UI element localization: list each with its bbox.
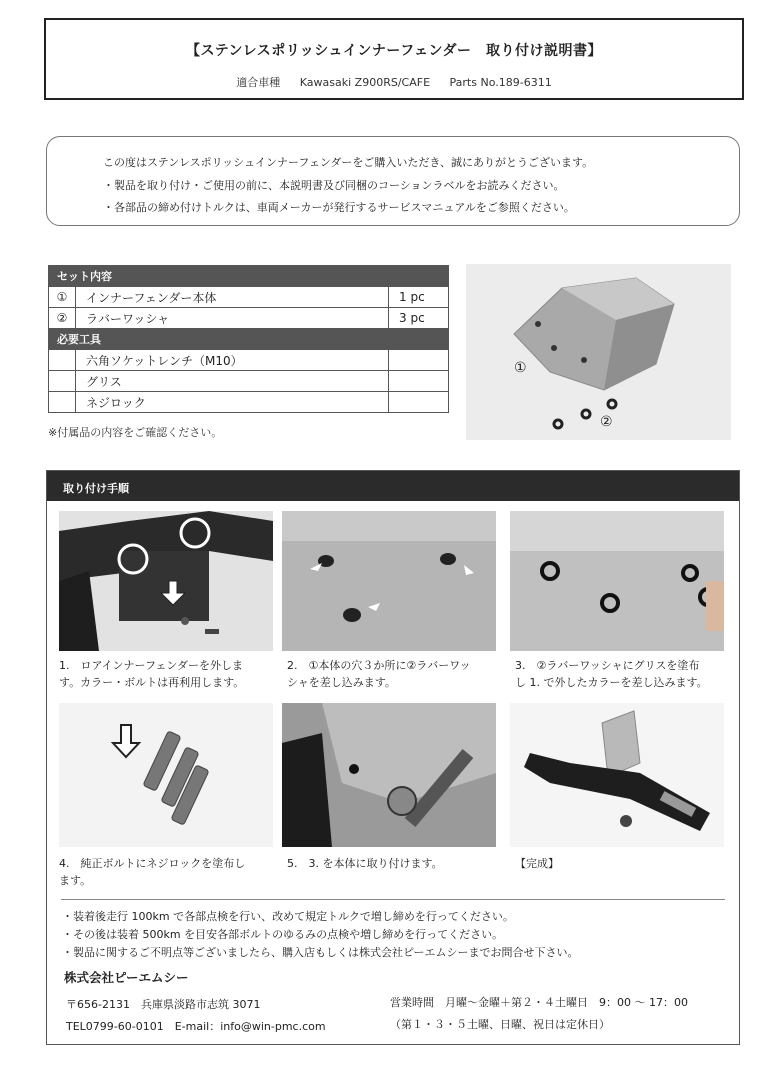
step-5-caption: [287, 855, 443, 872]
notice-line: ・製品を取り付け・ご使用の前に、本説明書及び同梱のコーションラベルをお読みください。: [103, 179, 565, 192]
step-1-caption: [59, 657, 244, 691]
table-row: [49, 287, 449, 308]
step-6-photo: [510, 703, 724, 847]
step-3-caption: [515, 657, 708, 691]
title-box: [44, 18, 744, 100]
caption-line: 5. 3. を本体に取り付けます。: [287, 857, 443, 870]
step-2-caption: [287, 657, 471, 691]
item-qty: 3 pc: [389, 308, 449, 329]
item-name: インナーフェンダー本体: [76, 287, 389, 308]
photo-label-washer: ②: [600, 414, 613, 430]
tool-name: 六角ソケットレンチ（M10）: [76, 350, 389, 371]
footer-note: ・製品に関するご不明点等ございましたら、購入店もしくは株式会社ピーエムシーまでお問合せ下さい。: [62, 946, 579, 959]
tool-name: ネジロック: [76, 392, 389, 413]
vehicle-info: [46, 74, 742, 90]
company-contact: TEL0799-60-0101 E-mail：info@win-pmc.com: [66, 1020, 326, 1033]
caption-line: シャを差し込みます。: [287, 676, 396, 689]
step-4-caption: [59, 855, 245, 889]
vehicle-model: Kawasaki Z900RS/CAFE: [299, 76, 431, 89]
notice-line: この度はステンレスポリッシュインナーフェンダーをご購入いただき、誠にありがとうございます。: [103, 156, 594, 169]
notice-line: ・各部品の締め付けトルクは、車両メーカーが発行するサービスマニュアルをご参照ください。: [103, 201, 575, 214]
item-name: ラバーワッシャ: [76, 308, 389, 329]
step-6-caption: [515, 855, 559, 872]
kit-note: ※付属品の内容をご確認ください。: [48, 426, 223, 439]
closed-days: （第１・３・５土曜、日曜、祝日は定休日）: [390, 1018, 610, 1031]
kit-photo: [466, 264, 731, 440]
step-5-photo: [282, 703, 496, 847]
parts-number: Parts No.189-6311: [449, 76, 552, 89]
caption-line: 【完成】: [515, 857, 559, 870]
item-qty: 1 pc: [389, 287, 449, 308]
kit-table: [48, 265, 449, 413]
step-2-photo: [282, 511, 496, 651]
caption-line: 2. ①本体の穴３か所に②ラバーワッ: [287, 659, 471, 672]
tool-name: グリス: [76, 371, 389, 392]
footer-note: ・装着後走行 100km で各部点検を行い、改めて規定トルクで増し締めを行ってください。: [62, 910, 514, 923]
caption-line: 3. ②ラバーワッシャにグリスを塗布: [515, 659, 700, 672]
caption-line: ます。: [59, 874, 92, 887]
kit-tools-title: 必要工具: [49, 329, 449, 350]
notice-box: [46, 136, 740, 226]
footer-note: ・その後は装着 500km を目安各部ボルトのゆるみの点検や増し締めを行ってください。: [62, 928, 504, 941]
divider: [61, 899, 725, 900]
kit-set-title: セット内容: [49, 266, 449, 287]
steps-title: 取り付け手順: [47, 471, 739, 501]
caption-line: 1. ロアインナーフェンダーを外しま: [59, 659, 243, 672]
step-4-photo: [59, 703, 273, 847]
company-name: 株式会社ピーエムシー: [64, 970, 189, 985]
caption-line: 4. 純正ボルトにネジロックを塗布し: [59, 857, 246, 870]
table-row: [49, 371, 449, 392]
caption-line: す。カラー・ボルトは再利用します。: [59, 676, 245, 689]
item-number: ①: [49, 287, 76, 308]
table-row: [49, 308, 449, 329]
company-address: 〒656-2131 兵庫県淡路市志筑 3071: [66, 998, 261, 1011]
step-3-photo: [510, 511, 724, 651]
item-number: ②: [49, 308, 76, 329]
document-title: 【ステンレスポリッシュインナーフェンダー 取り付け説明書】: [186, 43, 602, 59]
table-row: [49, 392, 449, 413]
table-row: [49, 350, 449, 371]
photo-label-body: ①: [514, 360, 527, 376]
vehicle-label: 適合車種: [236, 76, 281, 89]
caption-line: し 1. で外したカラーを差し込みます。: [515, 676, 708, 689]
step-1-photo: [59, 511, 273, 651]
business-hours: 営業時間 月曜〜金曜＋第２・４土曜日 9：00 〜 17：00: [390, 996, 688, 1009]
